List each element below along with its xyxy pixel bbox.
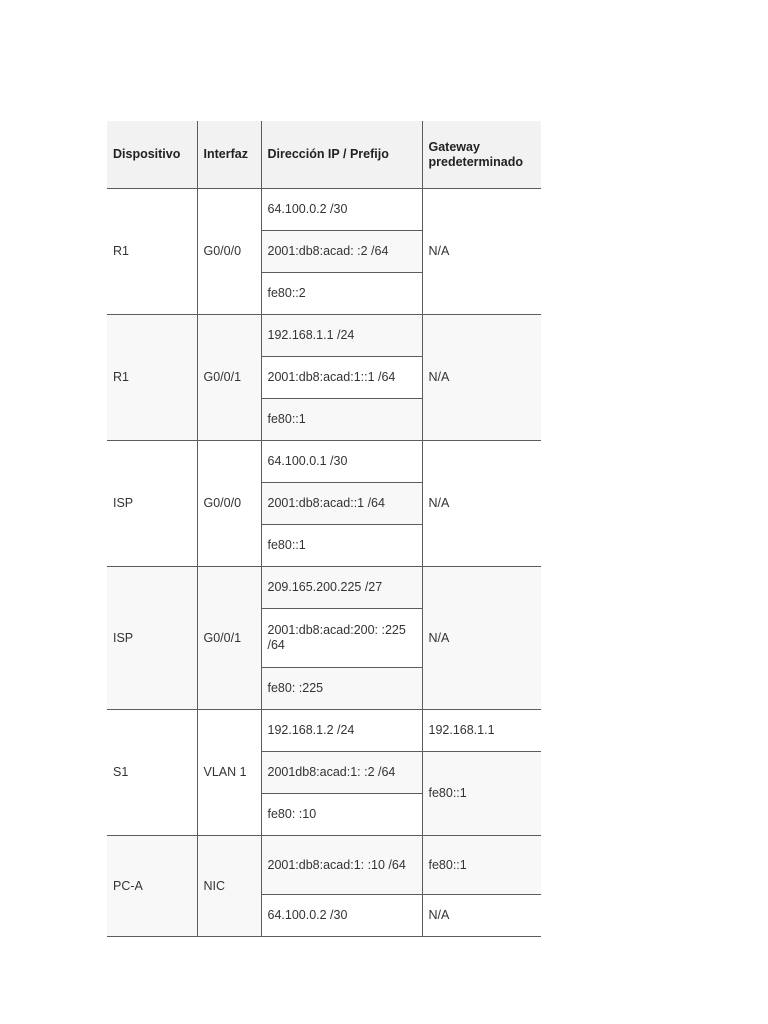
ip-cell: 192.168.1.1 /24: [261, 315, 422, 357]
interface-cell: G0/0/1: [197, 567, 261, 710]
gateway-cell: N/A: [422, 189, 541, 315]
device-cell: R1: [107, 315, 197, 441]
header-ip-prefix: Dirección IP / Prefijo: [261, 121, 422, 189]
table-row: [107, 567, 541, 609]
header-gateway: Gateway predeterminado: [422, 121, 541, 189]
device-cell: ISP: [107, 567, 197, 710]
gateway-cell: N/A: [422, 567, 541, 710]
ip-cell: 2001:db8:acad::1 /64: [261, 483, 422, 525]
interface-cell: G0/0/0: [197, 441, 261, 567]
table-row: [107, 315, 541, 357]
ip-cell: 64.100.0.2 /30: [261, 189, 422, 231]
ip-cell: 2001db8:acad:1: :2 /64: [261, 752, 422, 794]
device-cell: ISP: [107, 441, 197, 567]
ip-cell: fe80::1: [261, 525, 422, 567]
ip-cell: 192.168.1.2 /24: [261, 710, 422, 752]
gateway-cell: 192.168.1.1: [422, 710, 541, 752]
ip-cell: fe80::1: [261, 399, 422, 441]
interface-cell: NIC: [197, 836, 261, 937]
gateway-cell: N/A: [422, 315, 541, 441]
ip-cell: 2001:db8:acad:200: :225 /64: [261, 609, 422, 668]
interface-cell: VLAN 1: [197, 710, 261, 836]
device-cell: S1: [107, 710, 197, 836]
table-row: [107, 441, 541, 483]
addressing-table: [107, 121, 541, 937]
interface-cell: G0/0/1: [197, 315, 261, 441]
ip-cell: 64.100.0.1 /30: [261, 441, 422, 483]
ip-cell: fe80: :10: [261, 794, 422, 836]
header-device: Dispositivo: [107, 121, 197, 189]
device-cell: PC-A: [107, 836, 197, 937]
gateway-cell: N/A: [422, 895, 541, 937]
table-row: [107, 710, 541, 752]
table-row: [107, 189, 541, 231]
device-cell: R1: [107, 189, 197, 315]
header-interface: Interfaz: [197, 121, 261, 189]
interface-cell: G0/0/0: [197, 189, 261, 315]
ip-cell: 2001:db8:acad: :2 /64: [261, 231, 422, 273]
gateway-cell: N/A: [422, 441, 541, 567]
header-row: [107, 121, 541, 189]
table-row: [107, 836, 541, 895]
ip-cell: 2001:db8:acad:1: :10 /64: [261, 836, 422, 895]
gateway-cell: fe80::1: [422, 752, 541, 836]
ip-cell: 2001:db8:acad:1::1 /64: [261, 357, 422, 399]
ip-cell: fe80: :225: [261, 668, 422, 710]
ip-cell: fe80::2: [261, 273, 422, 315]
ip-cell: 209.165.200.225 /27: [261, 567, 422, 609]
gateway-cell: fe80::1: [422, 836, 541, 895]
ip-cell: 64.100.0.2 /30: [261, 895, 422, 937]
